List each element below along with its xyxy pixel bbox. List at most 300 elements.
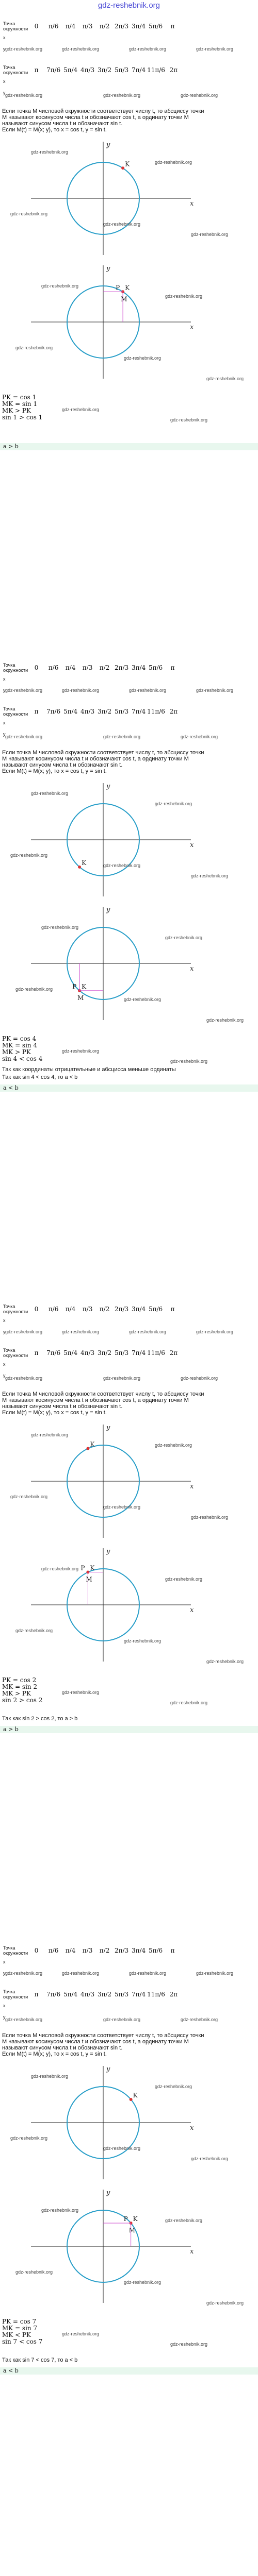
x-axis-label: x — [190, 2248, 194, 2256]
table-cell — [62, 76, 79, 87]
point-k-label: K — [125, 284, 130, 292]
table-cell — [79, 717, 96, 728]
table-cell — [165, 1359, 182, 1370]
watermark: gdz-reshebnik.org — [155, 1443, 192, 1448]
watermark: gdz-reshebnik.org — [103, 2017, 141, 2022]
table-cell — [28, 32, 45, 43]
table-cell — [113, 76, 130, 87]
watermark: gdz-reshebnik.org — [5, 734, 43, 739]
table-cell — [45, 1956, 62, 1968]
watermark: gdz-reshebnik.org — [181, 734, 218, 739]
table-row-header: y — [3, 1329, 6, 1334]
table-cell — [28, 76, 45, 87]
watermark: gdz-reshebnik.org — [5, 93, 43, 98]
table-cell: π/6 — [48, 664, 59, 671]
watermark: gdz-reshebnik.org — [10, 853, 48, 858]
point-k-label: K — [133, 2092, 138, 2099]
table-cell — [79, 32, 96, 43]
watermark: gdz-reshebnik.org — [5, 2017, 43, 2022]
table-cell — [130, 76, 147, 87]
table-cell — [45, 673, 62, 685]
table-cell — [45, 76, 62, 87]
table-cell: 2π — [169, 1349, 178, 1357]
table-cell — [164, 32, 181, 43]
unit-circle-diagram — [26, 902, 232, 1025]
table-cell — [147, 728, 165, 740]
watermark: gdz-reshebnik.org — [206, 1659, 244, 1664]
table-cell — [79, 673, 96, 685]
table-cell: 11π/6 — [147, 1991, 165, 1998]
point-marker — [86, 1447, 89, 1450]
table-cell: 3π/2 — [97, 66, 112, 74]
definition-text: называют синусом числа t и обозначают sin t. — [2, 1403, 123, 1410]
table-cell — [147, 2011, 165, 2023]
table-cell: 5π/6 — [148, 1306, 163, 1313]
table-cell — [62, 32, 79, 43]
definition-text: Если точка M числовой окружности соответствует числу t, то абсциссу точки — [2, 1391, 204, 1397]
table-cell: 7π/4 — [131, 1349, 146, 1357]
table-cell — [147, 1359, 165, 1370]
unit-circle-diagram — [26, 778, 232, 902]
point-marker — [121, 166, 124, 170]
table-cell — [79, 2000, 96, 2011]
watermark: gdz-reshebnik.org — [191, 873, 229, 878]
table-cell: π/3 — [82, 1947, 93, 1954]
table-row-header: Точка окружности — [3, 1989, 28, 1999]
x-axis-label: x — [190, 2124, 194, 2132]
table-cell — [28, 673, 45, 685]
definition-text: Если M(t) = M(x; y), то x = cos t, y = sin t. — [2, 2051, 107, 2057]
watermark: gdz-reshebnik.org — [170, 1700, 208, 1705]
table-cell — [147, 673, 164, 685]
table-cell — [113, 1956, 130, 1968]
watermark: gdz-reshebnik.org — [124, 1638, 162, 1643]
table-cell — [45, 87, 62, 98]
table-cell: 11π/6 — [147, 1349, 165, 1357]
table-cell: 5π/4 — [63, 1991, 78, 1998]
table-cell: π/4 — [65, 1306, 76, 1313]
watermark: gdz-reshebnik.org — [181, 93, 218, 98]
watermark: gdz-reshebnik.org — [196, 46, 234, 52]
table-cell: π/2 — [99, 1306, 110, 1313]
table-cell: 7π/6 — [46, 1991, 61, 1998]
y-axis-label: y — [106, 1548, 110, 1555]
watermark: gdz-reshebnik.org — [129, 46, 167, 52]
watermark: gdz-reshebnik.org — [103, 222, 141, 227]
watermark: gdz-reshebnik.org — [10, 1494, 48, 1499]
point-marker — [130, 2098, 133, 2101]
definition-text: называют синусом числа t и обозначают sin t. — [2, 2045, 123, 2051]
table-cell: 4π/3 — [80, 708, 95, 715]
watermark: gdz-reshebnik.org — [165, 1577, 203, 1582]
watermark: gdz-reshebnik.org — [62, 2331, 100, 2336]
watermark: gdz-reshebnik.org — [170, 2342, 208, 2347]
table-cell — [113, 32, 130, 43]
table-cell: 5π/4 — [63, 708, 78, 715]
table-cell: 5π/3 — [114, 66, 129, 74]
table-cell: 2π/3 — [114, 1306, 129, 1313]
table-cell — [130, 1315, 147, 1326]
unit-circle-diagram — [26, 2061, 232, 2184]
table-cell — [164, 685, 181, 696]
definition-text: M называют косинусом числа t и обозначают cos t, а ординату точки M — [2, 2039, 189, 2045]
table-row-header: Точка окружности — [3, 1304, 28, 1314]
table-row-header: x — [3, 35, 6, 40]
watermark: gdz-reshebnik.org — [129, 1971, 167, 1976]
solution-section — [0, 1940, 258, 2576]
table-cell — [45, 1968, 62, 1979]
table-cell — [96, 32, 113, 43]
watermark: gdz-reshebnik.org — [170, 417, 208, 422]
watermark: gdz-reshebnik.org — [5, 1329, 43, 1334]
table-cell: 5π/6 — [148, 1947, 163, 1954]
table-cell: 2π — [169, 66, 178, 74]
table-cell — [45, 2011, 62, 2023]
table-cell: π — [170, 1306, 175, 1313]
watermark: gdz-reshebnik.org — [15, 345, 53, 350]
watermark: gdz-reshebnik.org — [62, 1690, 100, 1695]
comparison-formulas: PK = cos 1 MK = sin 1 MK > PK sin 1 > cos 1 — [2, 394, 43, 421]
watermark: gdz-reshebnik.org — [62, 1329, 100, 1334]
solution-section — [0, 15, 258, 654]
table-cell — [45, 2000, 62, 2011]
table-cell: π/2 — [99, 1947, 110, 1954]
definition-text: Если M(t) = M(x; y), то x = cos t, y = sin t. — [2, 768, 107, 774]
x-axis-label: x — [190, 965, 194, 973]
table-cell: 4π/3 — [80, 1349, 95, 1357]
table-cell — [62, 87, 79, 98]
table-cell: π — [170, 1947, 175, 1954]
table-cell — [130, 717, 147, 728]
table-cell: π/3 — [82, 23, 93, 30]
table-cell — [113, 1326, 130, 1337]
table-cell — [147, 32, 164, 43]
watermark: gdz-reshebnik.org — [62, 1048, 100, 1054]
watermark: gdz-reshebnik.org — [129, 688, 167, 693]
table-cell — [147, 717, 165, 728]
table-cell — [45, 717, 62, 728]
table-cell: 5π/6 — [148, 664, 163, 671]
table-cell: π — [170, 23, 175, 30]
table-cell: 0 — [34, 1947, 39, 1954]
watermark: gdz-reshebnik.org — [5, 1971, 43, 1976]
table-row-header: x — [3, 720, 6, 725]
table-cell: π/4 — [65, 664, 76, 671]
answer-box: a < b — [0, 1084, 258, 1092]
table-cell — [147, 1315, 164, 1326]
table-cell: 2π — [169, 1991, 178, 1998]
point-k-label: K — [82, 859, 87, 867]
definition-text: Если точка M числовой окружности соответствует числу t, то абсциссу точки — [2, 2032, 204, 2039]
watermark: gdz-reshebnik.org — [124, 355, 162, 361]
table-cell — [130, 1359, 147, 1370]
table-cell — [28, 1359, 45, 1370]
table-row-header: y — [3, 732, 6, 737]
table-cell — [45, 1315, 62, 1326]
table-cell: 3π/4 — [131, 1947, 146, 1954]
table-cell: 5π/3 — [114, 708, 129, 715]
watermark: gdz-reshebnik.org — [124, 2280, 162, 2285]
table-cell — [147, 87, 165, 98]
table-cell — [130, 32, 147, 43]
watermark: gdz-reshebnik.org — [124, 997, 162, 1002]
table-cell — [62, 1315, 79, 1326]
y-axis-label: y — [106, 2189, 110, 2197]
table-cell — [96, 717, 113, 728]
table-cell: 7π/4 — [131, 1991, 146, 1998]
table-cell: 7π/6 — [46, 66, 61, 74]
table-cell: 4π/3 — [80, 66, 95, 74]
watermark: gdz-reshebnik.org — [191, 232, 229, 237]
table-row-header: Точка окружности — [3, 663, 28, 673]
definition-text: M называют косинусом числа t и обозначают cos t, а ординату точки M — [2, 756, 189, 762]
point-marker — [78, 866, 81, 869]
watermark: gdz-reshebnik.org — [103, 1376, 141, 1381]
table-cell: 5π/4 — [63, 1349, 78, 1357]
table-cell — [96, 76, 113, 87]
table-cell — [113, 1315, 130, 1326]
table-cell — [62, 2000, 79, 2011]
table-row-header: y — [3, 90, 6, 95]
table-cell — [79, 1359, 96, 1370]
point-p-label: P — [123, 2215, 128, 2223]
definition-text: M называют косинусом числа t и обозначают cos t, а ординату точки M — [2, 1397, 189, 1403]
watermark: gdz-reshebnik.org — [206, 1018, 244, 1023]
table-cell: 11π/6 — [147, 708, 165, 715]
table-cell — [113, 685, 130, 696]
point-k-label: K — [90, 1440, 95, 1448]
table-cell: π/6 — [48, 1306, 59, 1313]
table-cell — [28, 1315, 45, 1326]
watermark: gdz-reshebnik.org — [10, 2136, 48, 2141]
x-axis-label: x — [190, 200, 194, 208]
comparison-formulas: PK = cos 7 MK = sin 7 MK < PK sin 7 < cos 7 — [2, 2318, 43, 2345]
table-cell: 3π/4 — [131, 23, 146, 30]
watermark: gdz-reshebnik.org — [191, 2156, 229, 2161]
watermark: gdz-reshebnik.org — [155, 160, 192, 165]
point-k-label: K — [82, 982, 87, 990]
watermark: gdz-reshebnik.org — [206, 376, 244, 381]
unit-circle-diagram — [26, 2184, 232, 2308]
table-cell — [79, 728, 96, 740]
watermark: gdz-reshebnik.org — [165, 935, 203, 940]
table-cell — [62, 717, 79, 728]
definition-text: Если точка M числовой окружности соответствует числу t, то абсциссу точки — [2, 108, 204, 114]
watermark: gdz-reshebnik.org — [10, 211, 48, 216]
table-cell — [45, 32, 62, 43]
table-cell — [164, 673, 181, 685]
watermark: gdz-reshebnik.org — [41, 2208, 79, 2213]
watermark: gdz-reshebnik.org — [181, 1376, 218, 1381]
point-m-label: M — [86, 1575, 92, 1583]
watermark: gdz-reshebnik.org — [41, 925, 79, 930]
table-cell — [164, 1956, 181, 1968]
table-cell — [79, 87, 96, 98]
conclusion-text: Так как sin 7 < cos 7, то a < b — [2, 2357, 78, 2363]
table-cell — [45, 1326, 62, 1337]
table-cell: 7π/4 — [131, 66, 146, 74]
solution-section — [0, 1298, 258, 1937]
definition-text: Если точка M числовой окружности соответствует числу t, то абсциссу точки — [2, 750, 204, 756]
table-cell — [165, 1370, 182, 1381]
table-cell: 5π/3 — [114, 1991, 129, 1998]
watermark: gdz-reshebnik.org — [165, 2218, 203, 2223]
table-cell — [96, 1956, 113, 1968]
watermark: gdz-reshebnik.org — [103, 863, 141, 868]
point-k-label: K — [125, 160, 130, 168]
table-cell — [130, 1956, 147, 1968]
table-cell — [79, 1956, 96, 1968]
table-cell: 3π/2 — [97, 1991, 112, 1998]
table-cell — [113, 1359, 130, 1370]
table-cell: 3π/4 — [131, 1306, 146, 1313]
table-cell — [45, 43, 62, 55]
table-cell — [79, 1315, 96, 1326]
watermark: gdz-reshebnik.org — [62, 46, 100, 52]
table-cell: π — [34, 1349, 39, 1357]
table-cell: 5π/4 — [63, 66, 78, 74]
watermark: gdz-reshebnik.org — [196, 1329, 234, 1334]
table-cell: 11π/6 — [147, 66, 165, 74]
site-title[interactable]: gdz-reshebnik.org — [98, 1, 160, 10]
table-cell — [147, 2000, 165, 2011]
y-axis-label: y — [106, 141, 110, 149]
watermark: gdz-reshebnik.org — [41, 1566, 79, 1571]
table-cell — [164, 1968, 181, 1979]
conclusion-text: Так как sin 4 < cos 4, то a < b — [2, 1074, 78, 1080]
table-row-header: Точка окружности — [3, 1348, 28, 1358]
table-cell — [147, 1370, 165, 1381]
point-p-label: P — [80, 1564, 85, 1572]
y-axis-label: y — [106, 783, 110, 790]
watermark: gdz-reshebnik.org — [103, 734, 141, 739]
answer-box: a > b — [0, 443, 258, 450]
table-cell — [113, 43, 130, 55]
watermark: gdz-reshebnik.org — [196, 688, 234, 693]
table-cell — [62, 1956, 79, 1968]
point-m-label: M — [121, 295, 127, 303]
table-cell: π/3 — [82, 1306, 93, 1313]
watermark: gdz-reshebnik.org — [155, 2084, 192, 2089]
table-row-header: Точка окружности — [3, 65, 28, 75]
table-cell: π/2 — [99, 664, 110, 671]
table-cell: 2π/3 — [114, 1947, 129, 1954]
y-axis-label: y — [106, 1424, 110, 1432]
table-row-header: x — [3, 1959, 6, 1964]
table-row-header: Точка окружности — [3, 706, 28, 717]
watermark: gdz-reshebnik.org — [31, 1432, 69, 1437]
table-cell — [164, 43, 181, 55]
table-row-header: y — [3, 46, 6, 52]
table-cell — [113, 1968, 130, 1979]
point-k-label: K — [90, 1564, 95, 1572]
table-row-header: y — [3, 688, 6, 693]
table-cell — [79, 76, 96, 87]
table-cell — [164, 1315, 181, 1326]
watermark: gdz-reshebnik.org — [181, 2017, 218, 2022]
watermark: gdz-reshebnik.org — [103, 2146, 141, 2151]
x-axis-label: x — [190, 324, 194, 331]
table-cell: π/4 — [65, 23, 76, 30]
table-cell: 3π/4 — [131, 664, 146, 671]
table-cell — [130, 673, 147, 685]
table-cell: 0 — [34, 1306, 39, 1313]
table-cell: 7π/6 — [46, 1349, 61, 1357]
table-cell: 3π/2 — [97, 1349, 112, 1357]
table-cell — [96, 1315, 113, 1326]
watermark: gdz-reshebnik.org — [31, 2074, 69, 2079]
watermark: gdz-reshebnik.org — [5, 688, 43, 693]
watermark: gdz-reshebnik.org — [165, 294, 203, 299]
table-cell — [130, 2000, 147, 2011]
table-cell — [165, 2000, 182, 2011]
table-cell: 2π/3 — [114, 664, 129, 671]
point-m-label: M — [77, 994, 84, 1002]
definition-text: Если M(t) = M(x; y), то x = cos t, y = sin t. — [2, 127, 107, 133]
table-cell: 7π/6 — [46, 708, 61, 715]
table-cell — [96, 2000, 113, 2011]
definition-text: M называют косинусом числа t и обозначают cos t, а ординату точки M — [2, 114, 189, 121]
x-axis-label: x — [190, 1606, 194, 1614]
table-cell — [62, 1370, 79, 1381]
table-cell — [165, 76, 182, 87]
watermark: gdz-reshebnik.org — [5, 1376, 43, 1381]
table-cell: 5π/3 — [114, 1349, 129, 1357]
watermark: gdz-reshebnik.org — [62, 688, 100, 693]
table-cell: π/6 — [48, 23, 59, 30]
watermark: gdz-reshebnik.org — [62, 407, 100, 412]
watermark: gdz-reshebnik.org — [170, 1059, 208, 1064]
table-cell — [62, 728, 79, 740]
table-cell: π/6 — [48, 1947, 59, 1954]
table-cell: π — [34, 66, 39, 74]
table-row-header: x — [3, 79, 6, 84]
watermark: gdz-reshebnik.org — [62, 1971, 100, 1976]
unit-circle-diagram — [26, 260, 232, 384]
watermark: gdz-reshebnik.org — [155, 801, 192, 806]
table-row-header: x — [3, 676, 6, 682]
point-p-label: P — [72, 982, 77, 990]
unit-circle-diagram — [26, 137, 232, 260]
table-cell — [45, 728, 62, 740]
definition-text: называют синусом числа t и обозначают sin t. — [2, 762, 123, 768]
conclusion-text: Так как sin 2 > cos 2, то a > b — [2, 1716, 78, 1722]
table-cell: 0 — [34, 23, 39, 30]
y-axis-label: y — [106, 2065, 110, 2073]
definition-text: Если M(t) = M(x; y), то x = cos t, y = sin t. — [2, 1410, 107, 1416]
table-cell — [45, 1370, 62, 1381]
table-row-header: y — [3, 2014, 6, 2020]
watermark: gdz-reshebnik.org — [103, 1504, 141, 1510]
table-row-header: y — [3, 1373, 6, 1378]
watermark: gdz-reshebnik.org — [103, 93, 141, 98]
table-cell — [28, 717, 45, 728]
table-cell — [113, 673, 130, 685]
watermark: gdz-reshebnik.org — [206, 2300, 244, 2306]
table-cell: 2π — [169, 708, 178, 715]
x-axis-label: x — [190, 841, 194, 849]
table-cell — [164, 1326, 181, 1337]
table-cell — [45, 685, 62, 696]
answer-box: a < b — [0, 2367, 258, 2375]
table-row-header: y — [3, 1971, 6, 1976]
unit-circle-diagram — [26, 1419, 232, 1543]
table-cell: π/2 — [99, 23, 110, 30]
watermark: gdz-reshebnik.org — [31, 791, 69, 796]
note-text: Так как координаты отрицательные и абсцисса меньше ординаты — [2, 1066, 176, 1073]
table-cell — [165, 728, 182, 740]
watermark: gdz-reshebnik.org — [41, 283, 79, 289]
